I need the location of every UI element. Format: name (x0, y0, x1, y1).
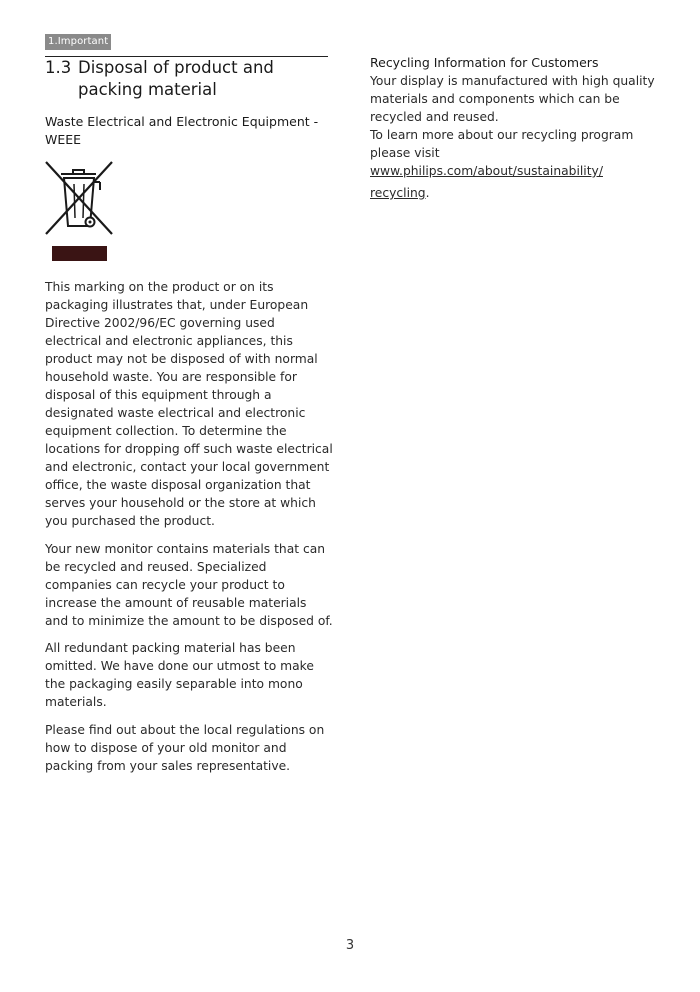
recycling-link[interactable]: www.philips.com/about/sustainability/ (370, 164, 603, 178)
recycling-visit-text: To learn more about our recycling program please visit (370, 128, 634, 160)
section-number: 1.3 (45, 58, 72, 77)
paragraph: All redundant packing material has been omitted. We have done our utmost to make the packaging easily separable into mono materials. (45, 641, 314, 709)
recycling-link-continued[interactable]: recycling (370, 186, 426, 200)
paragraph: Your new monitor contains materials that can be recycled and reused. Specialized companies can recycle your product to increase the amount of reusable materials and to minimize the amount to be disposed of. (45, 541, 333, 628)
weee-symbol (44, 160, 114, 264)
weee-heading: Waste Electrical and Electronic Equipment - WEEE (45, 114, 319, 147)
recycling-text: Your display is manufactured with high quality materials and components which can be recycled and reused. (370, 74, 655, 124)
section-tag: 1.Important (45, 34, 111, 50)
paragraph: Please find out about the local regulations on how to dispose of your old monitor and packing from your sales representative. (45, 722, 325, 773)
paragraph: This marking on the product or on its packaging illustrates that, under European Directive 2002/96/EC governing used electrical and electronic appliances, this product may not be disposed of with normal household waste. You are responsible for disposal of this equipment through a designated waste electrical and electronic equipment collection. To determine the locations for dropping off such waste electrical and electronic, contact your local government office, the waste disposal organization that serves your household or the store at which you purchased the product. (45, 280, 333, 528)
body-text (45, 278, 333, 784)
recycling-program-text (370, 126, 665, 202)
recycling-heading: Recycling Information for Customers (370, 55, 599, 70)
page-number: 3 (345, 938, 355, 953)
crossed-out-wheelie-bin-icon (44, 160, 114, 264)
section-title-text: Disposal of product and packing material (78, 58, 274, 99)
section-title (45, 57, 335, 101)
recycling-info (370, 54, 665, 202)
link-period: . (425, 186, 430, 200)
